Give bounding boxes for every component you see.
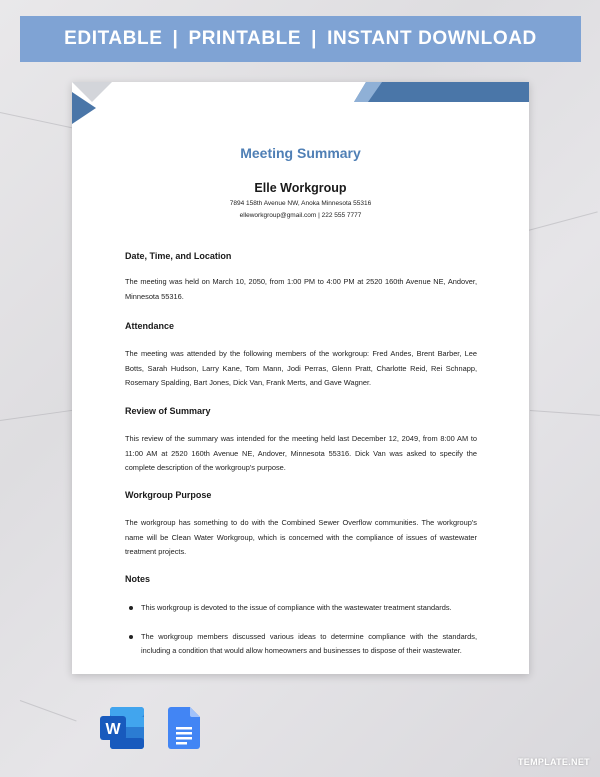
section-text-review-of-summary: This review of the summary was intended for the meeting held last December 12, 2049, from 8:00 AM to 11:00 AM at 2520 160th Avenue NE, Andover, Minnesota 55316. Dick Van was asked to specify the complete description of the workgroup's purpose. <box>125 434 477 472</box>
section-text-date-time-location: The meeting was held on March 10, 2050, from 1:00 PM to 4:00 PM at 2520 160th Avenue NE, Andover, Minnesota 55316. <box>125 277 477 301</box>
banner-item-instant-download: INSTANT DOWNLOAD <box>327 28 537 49</box>
google-docs-icon <box>168 707 200 749</box>
notes-list-item: The workgroup members discussed various ideas to determine compliance with the standards, including a condition that would allow homeowners and businesses to dispose of their wastewater. <box>125 630 477 658</box>
banner-separator: | <box>172 28 179 49</box>
organization-contact: elleworkgroup@gmail.com | 222 555 7777 <box>239 212 362 219</box>
template-net-watermark: TEMPLATE.NET <box>518 757 590 767</box>
section-heading-workgroup-purpose: Workgroup Purpose <box>125 490 212 500</box>
section-text-attendance: The meeting was attended by the following members of the workgroup: Fred Andes, Brent Barber, Lee Botts, Sarah Hudson, Larry Kane, Tom Mann, Jodi Perras, Glenn Pratt, Charlotte Reid, Rei Schnapp, Rosemary Spalding, Bart Jones, Dick Van, Frank Merts, and Gave Wagner. <box>125 349 477 387</box>
microsoft-word-icon <box>100 707 146 749</box>
document-page <box>72 82 529 674</box>
section-heading-review-of-summary: Review of Summary <box>125 406 211 416</box>
organization-name: Elle Workgroup <box>254 181 347 195</box>
feature-banner <box>20 16 581 62</box>
svg-text:W: W <box>105 721 121 738</box>
notes-list-item: This workgroup is devoted to the issue of compliance with the wastewater treatment standards. <box>125 601 477 615</box>
section-heading-date-time-location: Date, Time, and Location <box>125 251 232 261</box>
section-text-workgroup-purpose: The workgroup has something to do with the Combined Sewer Overflow communities. The workgroup's name will be Clean Water Workgroup, which is concerned with the compliance of issues of wastewater treatment projects. <box>125 518 477 556</box>
banner-item-editable: EDITABLE <box>64 28 163 49</box>
section-heading-attendance: Attendance <box>125 321 175 331</box>
document-title: Meeting Summary <box>240 145 361 161</box>
section-heading-notes: Notes <box>125 574 151 584</box>
corner-decoration-top-left <box>72 82 112 124</box>
organization-address: 7894 158th Avenue NW, Anoka Minnesota 55316 <box>229 200 372 207</box>
corner-decoration-top-right <box>354 82 529 102</box>
banner-item-printable: PRINTABLE <box>188 28 302 49</box>
banner-separator: | <box>311 28 318 49</box>
